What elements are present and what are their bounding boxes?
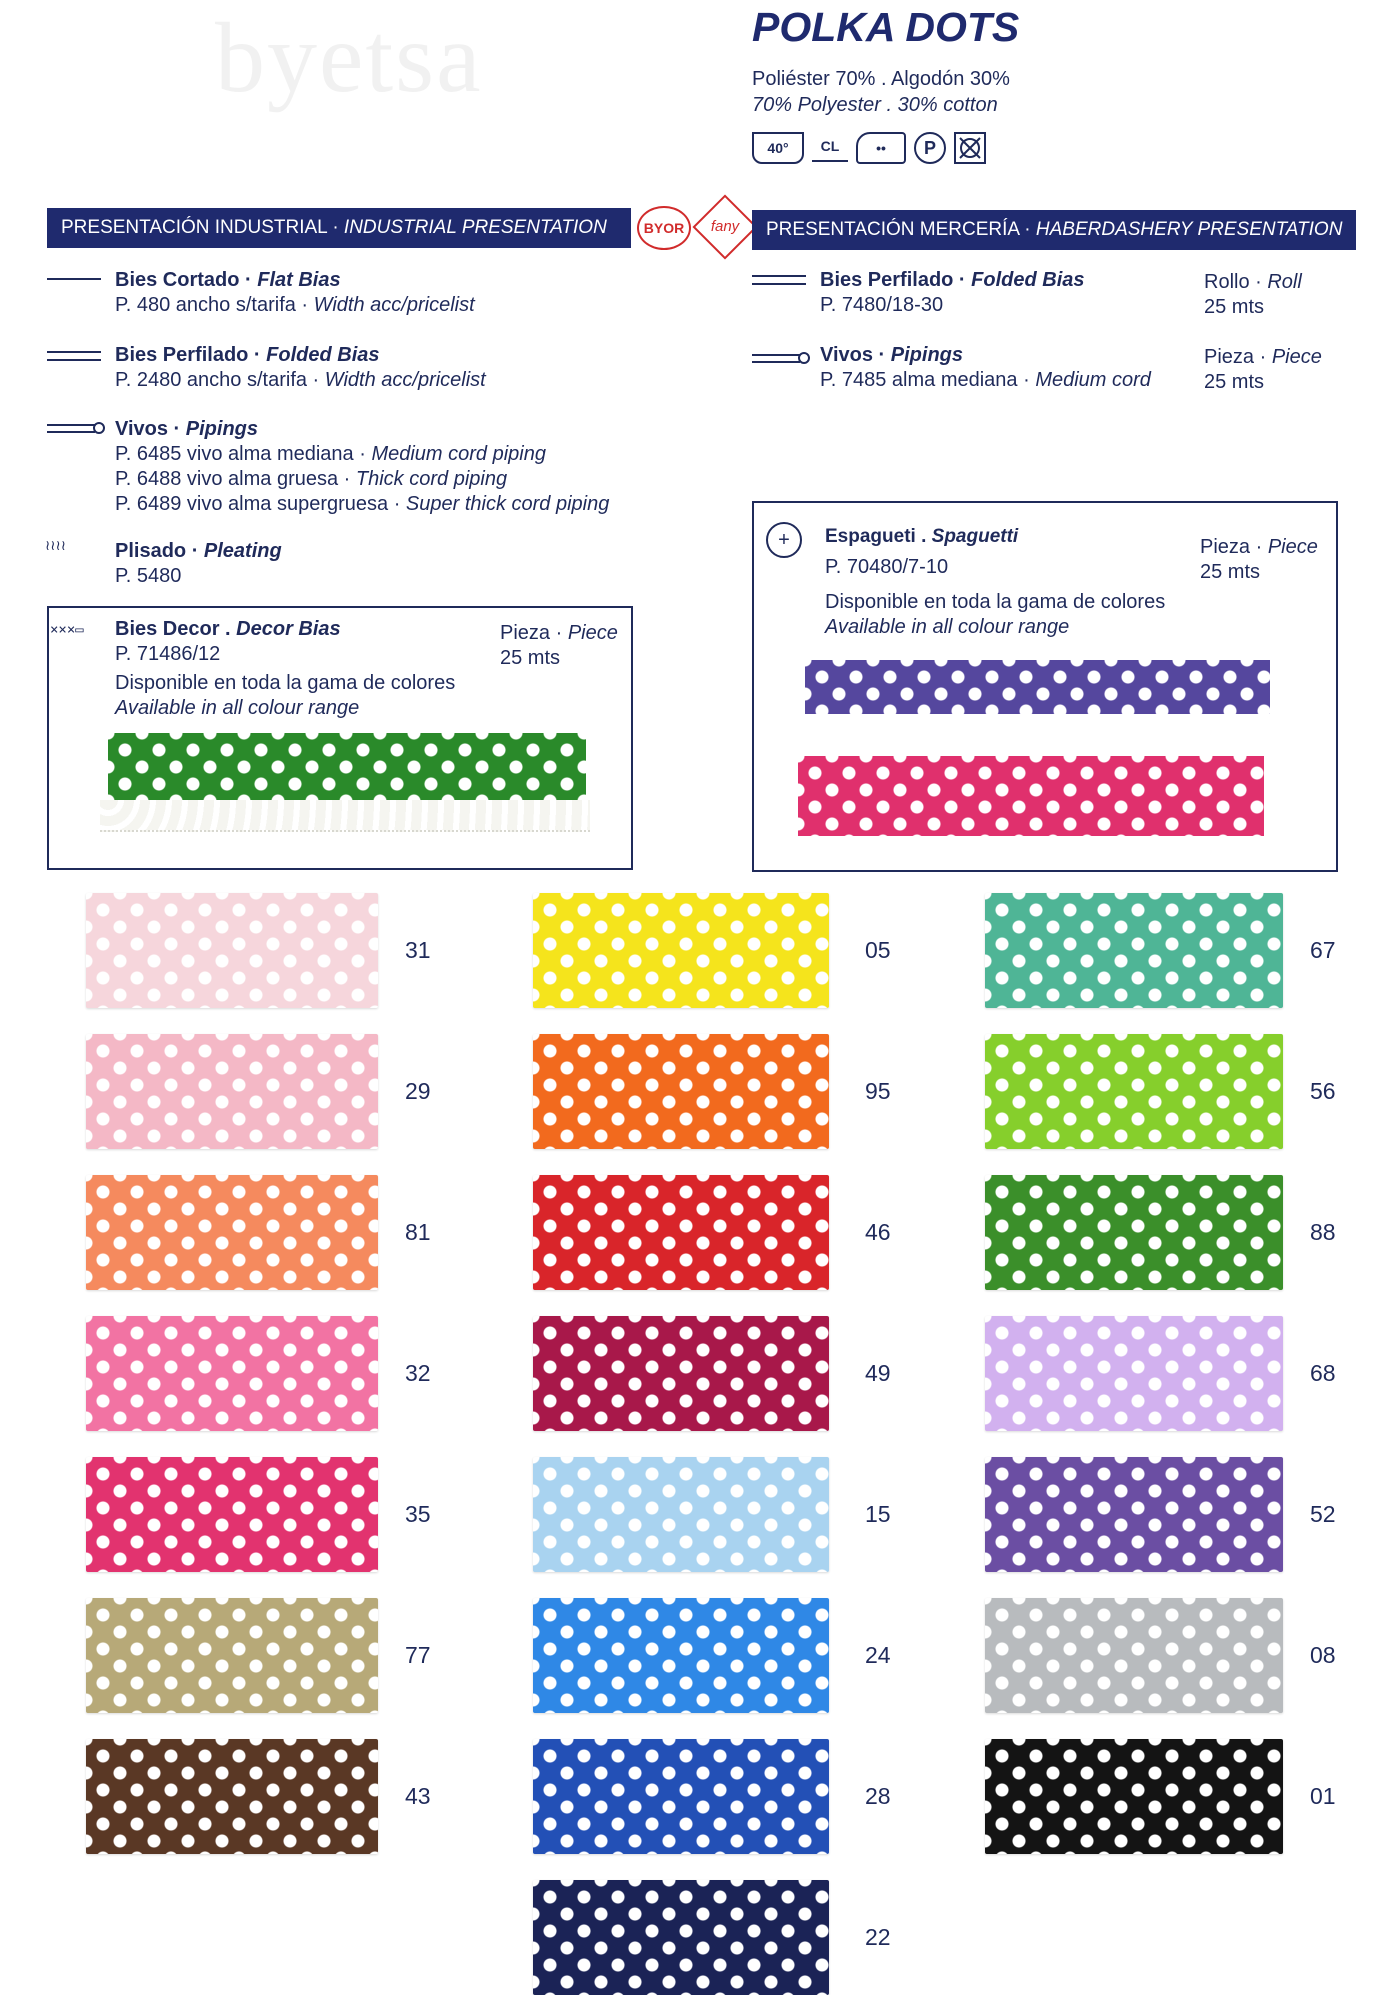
swatch-31 (86, 893, 378, 1008)
merceria-folded-ref: P. 7480/18-30 (820, 294, 944, 316)
swatch-code: 15 (865, 1500, 891, 1527)
swatch-code: 43 (405, 1782, 431, 1809)
haberdashery-heading-es: PRESENTACIÓN MERCERÍA · (766, 219, 1036, 240)
decor-unit-en: Piece (567, 622, 618, 644)
merceria-folded-bias (820, 268, 1085, 318)
swatch-code: 77 (405, 1641, 431, 1668)
folded-bias-icon (47, 351, 101, 361)
merceria-folded-unit (1204, 270, 1302, 320)
spaguetti-sample-purple (805, 660, 1270, 714)
piping-line-3-en: Super thick cord piping (405, 493, 610, 515)
industrial-heading-es: PRESENTACIÓN INDUSTRIAL · (61, 217, 344, 238)
spaguetti-unit-qty: 25 mts (1200, 561, 1261, 583)
swatch-05 (533, 893, 829, 1008)
folded-bias-name-en: Folded Bias (266, 344, 380, 366)
pleating-name-es: Plisado · (115, 540, 204, 562)
swatch-67 (985, 893, 1283, 1008)
merceria-pipings-ref: P. 7485 alma mediana · (820, 369, 1036, 391)
spaguetti-text (825, 524, 1165, 640)
flat-bias-name-en: Flat Bias (257, 269, 341, 291)
haberdashery-heading-en: HABERDASHERY PRESENTATION (1035, 219, 1343, 240)
folded-bias-merceria-icon (752, 275, 806, 285)
industrial-pleating (115, 539, 282, 589)
pleating-name-en: Pleating (203, 540, 282, 562)
spaguetti-sample-pink (798, 756, 1264, 836)
merceria-pipings-unit (1204, 345, 1322, 395)
decor-unit (500, 621, 618, 671)
swatch-08 (985, 1598, 1283, 1713)
fany-logo-text: fany (710, 218, 740, 235)
spaguetti-unit-es: Pieza · (1200, 536, 1268, 558)
piping-line-2-en: Thick cord piping (355, 468, 508, 490)
merceria-pipings (820, 343, 1151, 393)
spaguetti-name-es: Espagueti . (825, 526, 932, 547)
wash-40-icon: 40° (752, 132, 804, 164)
swatch-code: 31 (405, 936, 431, 963)
brand-watermark: byetsa (215, 2, 483, 113)
merceria-pipings-ref-en: Medium cord (1035, 369, 1151, 391)
piping-icon (47, 424, 95, 433)
tumble-dry-no-icon (954, 132, 986, 164)
merceria-folded-name-en: Folded Bias (971, 269, 1085, 291)
flat-bias-ref: P. 480 ancho s/tarifa · (115, 294, 314, 316)
swatch-code: 56 (1310, 1077, 1336, 1104)
pipings-name-en: Pipings (185, 418, 259, 440)
decor-bias-text (115, 617, 455, 721)
spaguetti-unit (1200, 535, 1318, 585)
swatch-28 (533, 1739, 829, 1854)
piping-merceria-icon (752, 354, 800, 363)
spaguetti-name-en: Spaguetti (931, 526, 1019, 547)
swatch-01 (985, 1739, 1283, 1854)
industrial-pipings (115, 417, 609, 517)
swatch-code: 46 (865, 1218, 891, 1245)
swatch-77 (86, 1598, 378, 1713)
spaguetti-avail-es: Disponible en toda la gama de colores (825, 591, 1166, 613)
merceria-folded-name-es: Bies Perfilado · (820, 269, 972, 291)
swatch-code: 28 (865, 1782, 891, 1809)
swatch-code: 81 (405, 1218, 431, 1245)
decor-unit-qty: 25 mts (500, 647, 561, 669)
decor-bias-icon: ×××▭ (50, 622, 84, 638)
merceria-pipings-name-en: Pipings (890, 344, 964, 366)
pleating-icon: ≀≀≀≀ (45, 538, 66, 554)
decor-name-es: Bies Decor . (115, 618, 237, 640)
swatch-46 (533, 1175, 829, 1290)
decor-avail-en: Available in all colour range (115, 697, 360, 719)
swatch-code: 32 (405, 1359, 431, 1386)
decor-bias-lace (100, 800, 590, 832)
swatch-43 (86, 1739, 378, 1854)
swatch-68 (985, 1316, 1283, 1431)
iron-icon: •• (856, 132, 906, 164)
folded-bias-ref: P. 2480 ancho s/tarifa · (115, 369, 325, 391)
piping-line-1: P. 6485 vivo alma mediana · (115, 443, 372, 465)
merceria-pipings-unit-es: Pieza · (1204, 346, 1272, 368)
bleach-icon: CL (812, 132, 848, 162)
swatch-code: 24 (865, 1641, 891, 1668)
fany-logo (692, 194, 757, 259)
swatch-95 (533, 1034, 829, 1149)
byor-logo: BYOR (637, 206, 691, 250)
merceria-folded-unit-en: Roll (1267, 271, 1302, 293)
spaguetti-ref: P. 70480/7-10 (825, 556, 949, 578)
swatch-code: 01 (1310, 1782, 1336, 1809)
swatch-24 (533, 1598, 829, 1713)
decor-unit-es: Pieza · (500, 622, 568, 644)
swatch-22 (533, 1880, 829, 1995)
care-icons (752, 132, 986, 164)
composition-en: 70% Polyester . 30% cotton (752, 94, 998, 116)
spaguetti-avail-en: Available in all colour range (825, 616, 1070, 638)
swatch-code: 68 (1310, 1359, 1336, 1386)
flat-bias-ref-en: Width acc/pricelist (313, 294, 475, 316)
merceria-pipings-unit-qty: 25 mts (1204, 371, 1265, 393)
spaguetti-unit-en: Piece (1267, 536, 1318, 558)
merceria-pipings-unit-en: Piece (1271, 346, 1322, 368)
spaguetti-icon: + (766, 522, 802, 558)
industrial-folded-bias (115, 343, 486, 393)
pleating-ref: P. 5480 (115, 565, 182, 587)
swatch-code: 52 (1310, 1500, 1336, 1527)
swatch-code: 22 (865, 1923, 891, 1950)
merceria-folded-unit-qty: 25 mts (1204, 296, 1265, 318)
industrial-banner (47, 208, 631, 248)
swatch-56 (985, 1034, 1283, 1149)
industrial-flat-bias (115, 268, 475, 318)
flat-bias-icon (47, 278, 101, 280)
decor-bias-sample (108, 733, 586, 803)
folded-bias-name-es: Bies Perfilado · (115, 344, 267, 366)
swatch-code: 29 (405, 1077, 431, 1104)
piping-line-3: P. 6489 vivo alma supergruesa · (115, 493, 406, 515)
composition-es: Poliéster 70% . Algodón 30% (752, 68, 1010, 90)
merceria-folded-unit-es: Rollo · (1204, 271, 1268, 293)
swatch-35 (86, 1457, 378, 1572)
haberdashery-banner (752, 210, 1356, 250)
swatch-49 (533, 1316, 829, 1431)
page-title: POLKA DOTS (752, 4, 1020, 50)
swatch-88 (985, 1175, 1283, 1290)
piping-line-2: P. 6488 vivo alma gruesa · (115, 468, 356, 490)
piping-icon-cord (93, 422, 105, 434)
swatch-code: 67 (1310, 936, 1336, 963)
decor-name-en: Decor Bias (236, 618, 341, 640)
piping-line-1-en: Medium cord piping (371, 443, 546, 465)
decor-avail-es: Disponible en toda la gama de colores (115, 672, 456, 694)
pipings-name-es: Vivos · (115, 418, 186, 440)
swatch-code: 35 (405, 1500, 431, 1527)
dryclean-p-icon: P (914, 132, 946, 164)
swatch-code: 49 (865, 1359, 891, 1386)
industrial-heading-en: INDUSTRIAL PRESENTATION (343, 217, 607, 238)
flat-bias-name-es: Bies Cortado · (115, 269, 258, 291)
swatch-15 (533, 1457, 829, 1572)
swatch-81 (86, 1175, 378, 1290)
piping-merceria-icon-cord (798, 352, 810, 364)
merceria-pipings-name-es: Vivos · (820, 344, 891, 366)
swatch-32 (86, 1316, 378, 1431)
swatch-29 (86, 1034, 378, 1149)
swatch-code: 95 (865, 1077, 891, 1104)
decor-ref: P. 71486/12 (115, 643, 221, 665)
folded-bias-ref-en: Width acc/pricelist (324, 369, 486, 391)
swatch-code: 05 (865, 936, 891, 963)
swatch-code: 88 (1310, 1218, 1336, 1245)
swatch-52 (985, 1457, 1283, 1572)
swatch-code: 08 (1310, 1641, 1336, 1668)
